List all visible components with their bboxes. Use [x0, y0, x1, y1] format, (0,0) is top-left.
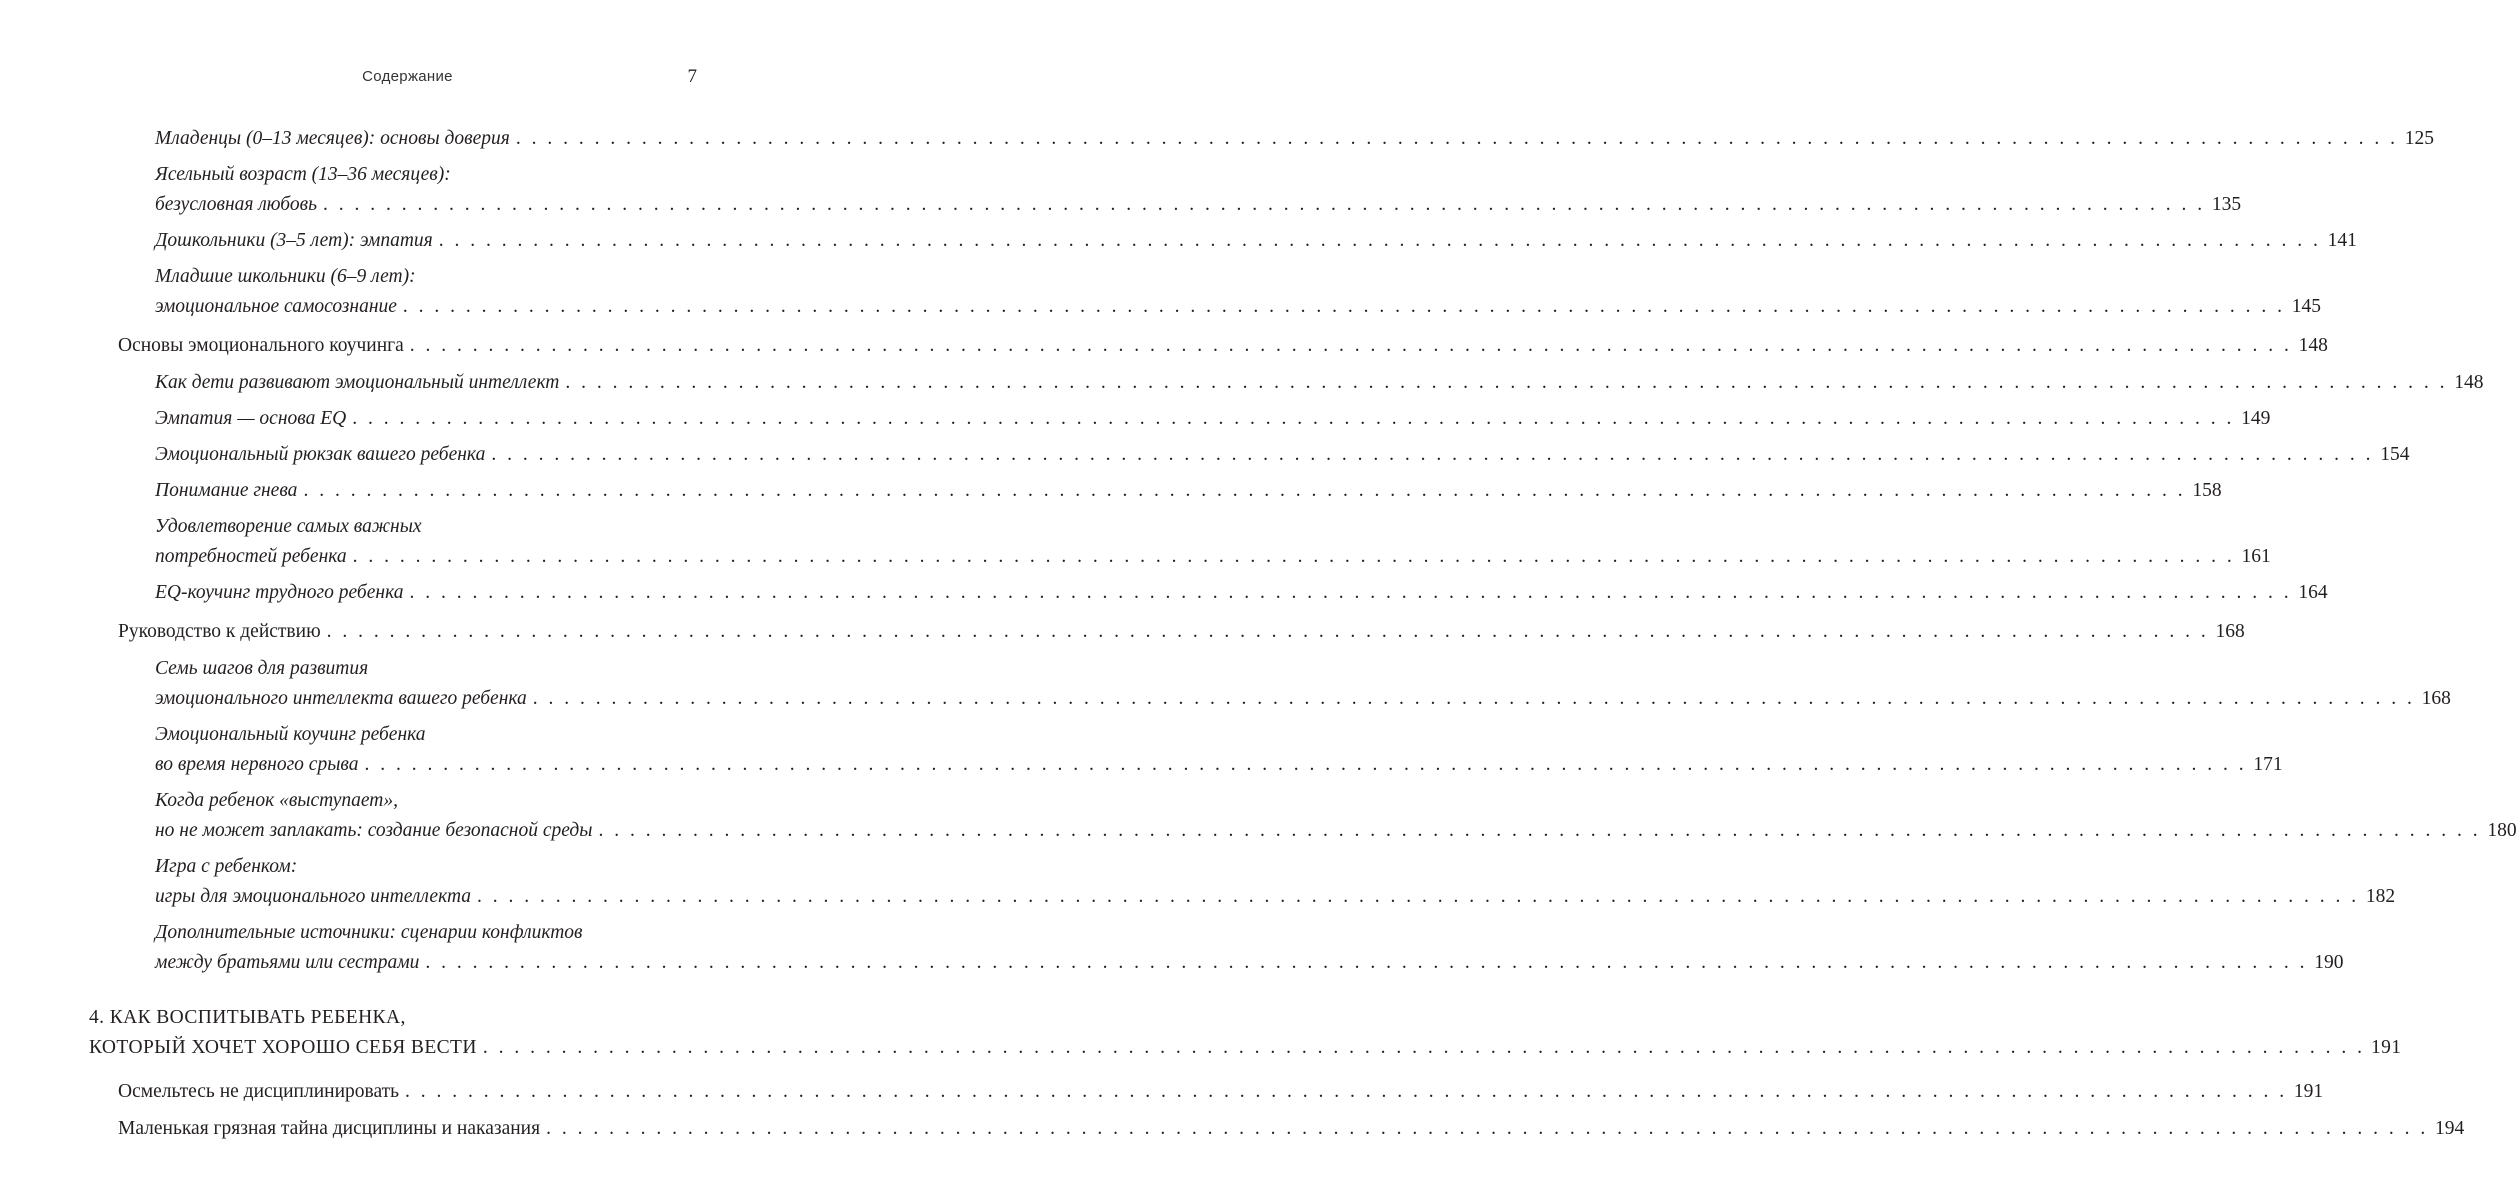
- toc-subsection: [155, 852, 2396, 912]
- toc-entry-row: [155, 476, 2222, 506]
- running-head: [0, 66, 815, 92]
- dot-leader: . . . . . . . . . . . . . . . . . . . . . . . . . . . . . . . . . . . . . . . . . . . . . . . . . . . . . . . . . . . . . . . . . . . . . . . . . . . . . . . . . . . . . . . . . . . . . . . . . . . . . . . . . . . . . . . . . . . . . . . .: [326, 621, 2209, 642]
- toc-entry-page-number: 191: [2370, 1037, 2402, 1058]
- dot-leader: . . . . . . . . . . . . . . . . . . . . . . . . . . . . . . . . . . . . . . . . . . . . . . . . . . . . . . . . . . . . . . . . . . . . . . . . . . . . . . . . . . . . . . . . . . . . . . . . . . . . . . . . . . . . . . . . . . . . . . . .: [565, 372, 2448, 393]
- toc-entry-row: [89, 1033, 2402, 1063]
- toc-entry-title-line: Понимание гнева: [155, 480, 298, 501]
- toc-entry-title-line: безусловная любовь: [155, 194, 317, 215]
- dot-leader: . . . . . . . . . . . . . . . . . . . . . . . . . . . . . . . . . . . . . . . . . . . . . . . . . . . . . . . . . . . . . . . . . . . . . . . . . . . . . . . . . . . . . . . . . . . . . . . . . . . . . . . . . . . . . . . . . . . . . . . .: [364, 754, 2247, 775]
- toc-entry-row: [118, 1114, 2465, 1144]
- dot-leader: . . . . . . . . . . . . . . . . . . . . . . . . . . . . . . . . . . . . . . . . . . . . . . . . . . . . . . . . . . . . . . . . . . . . . . . . . . . . . . . . . . . . . . . . . . . . . . . . . . . . . . . . . . . . . . . . . . . . . . . .: [352, 546, 2235, 567]
- toc-entry-row: [118, 617, 2245, 647]
- toc-subsection: [155, 786, 2517, 846]
- toc-entry-title-line: Дополнительные источники: сценарии конфликтов: [155, 922, 583, 943]
- dot-leader: . . . . . . . . . . . . . . . . . . . . . . . . . . . . . . . . . . . . . . . . . . . . . . . . . . . . . . . . . . . . . . . . . . . . . . . . . . . . . . . . . . . . . . . . . . . . . . . . . . . . . . . . . . . . . . . . . . . . . . . .: [322, 194, 2206, 215]
- toc-subsection: [155, 226, 2357, 256]
- dot-leader: . . . . . . . . . . . . . . . . . . . . . . . . . . . . . . . . . . . . . . . . . . . . . . . . . . . . . . . . . . . . . . . . . . . . . . . . . . . . . . . . . . . . . . . . . . . . . . . . . . . . . . . . . . . . . . . . . . . . . . . .: [402, 296, 2286, 317]
- toc-entry-page-number: 135: [2211, 194, 2242, 215]
- dot-leader: . . . . . . . . . . . . . . . . . . . . . . . . . . . . . . . . . . . . . . . . . . . . . . . . . . . . . . . . . . . . . . . . . . . . . . . . . . . . . . . . . . . . . . . . . . . . . . . . . . . . . . . . . . . . . . . . . . . . . . . .: [438, 230, 2321, 251]
- toc-entry-page-number: 149: [2241, 408, 2271, 429]
- dot-leader: . . . . . . . . . . . . . . . . . . . . . . . . . . . . . . . . . . . . . . . . . . . . . . . . . . . . . . . . . . . . . . . . . . . . . . . . . . . . . . . . . . . . . . . . . . . . . . . . . . . . . . . . . . . . . . . . . . . . . . . .: [405, 1081, 2288, 1102]
- toc-subsection: [155, 720, 2283, 780]
- toc-entry-row: [155, 190, 2242, 220]
- dot-leader: . . . . . . . . . . . . . . . . . . . . . . . . . . . . . . . . . . . . . . . . . . . . . . . . . . . . . . . . . . . . . . . . . . . . . . . . . . . . . . . . . . . . . . . . . . . . . . . . . . . . . . . . . . . . . . . . . . . . . . . .: [491, 444, 2374, 465]
- toc-entry-title-line: игры для эмоционального интеллекта: [155, 886, 472, 907]
- toc-entry-row: [155, 368, 2484, 398]
- toc-entry-page-number: 171: [2253, 754, 2283, 775]
- toc-subsection: [155, 476, 2222, 506]
- toc-entry-page-number: 194: [2434, 1118, 2465, 1139]
- toc-entry-page-number: 148: [2454, 372, 2484, 393]
- toc-entry-page-number: 141: [2327, 230, 2357, 251]
- dot-leader: . . . . . . . . . . . . . . . . . . . . . . . . . . . . . . . . . . . . . . . . . . . . . . . . . . . . . . . . . . . . . . . . . . . . . . . . . . . . . . . . . . . . . . . . . . . . . . . . . . . . . . . . . . . . . . . . . . . . . . . .: [546, 1118, 2429, 1139]
- toc-entry-title-line: Эмпатия — основа EQ: [155, 408, 347, 429]
- toc-entry-title-line: Ясельный возраст (13–36 месяцев):: [155, 164, 451, 185]
- toc-entry-title-line: Младшие школьники (6–9 лет):: [155, 266, 416, 287]
- toc-entry-title-line: EQ-коучинг трудного ребенка: [155, 582, 404, 603]
- toc-entry-title-line: но не может заплакать: создание безопасной среды: [155, 820, 593, 841]
- toc-subsection: [155, 404, 2271, 434]
- toc-entry-row: [155, 816, 2517, 846]
- toc-entry-page-number: 164: [2298, 582, 2328, 603]
- toc-entry-page-number: 145: [2291, 296, 2322, 317]
- toc-entry-page-number: 182: [2365, 886, 2396, 907]
- toc-entry-page-number: 125: [2404, 128, 2434, 149]
- toc-subsection: [155, 262, 2322, 322]
- toc-entry-page-number: 168: [2215, 621, 2245, 642]
- toc-entry-title-line: Осмельтесь не дисциплинировать: [118, 1081, 400, 1102]
- toc-section: [118, 1077, 2324, 1107]
- toc-entry-title-line: между братьями или сестрами: [155, 952, 420, 973]
- toc-entry-title-line: Игра с ребенком:: [155, 856, 298, 877]
- toc-entry-title-line: Дошкольники (3–5 лет): эмпатия: [155, 230, 433, 251]
- toc-entry-page-number: 158: [2192, 480, 2222, 501]
- dot-leader: . . . . . . . . . . . . . . . . . . . . . . . . . . . . . . . . . . . . . . . . . . . . . . . . . . . . . . . . . . . . . . . . . . . . . . . . . . . . . . . . . . . . . . . . . . . . . . . . . . . . . . . . . . . . . . . . . . . . . . . .: [482, 1037, 2365, 1058]
- dot-leader: . . . . . . . . . . . . . . . . . . . . . . . . . . . . . . . . . . . . . . . . . . . . . . . . . . . . . . . . . . . . . . . . . . . . . . . . . . . . . . . . . . . . . . . . . . . . . . . . . . . . . . . . . . . . . . . . . . . . . . . .: [409, 582, 2292, 603]
- dot-leader: . . . . . . . . . . . . . . . . . . . . . . . . . . . . . . . . . . . . . . . . . . . . . . . . . . . . . . . . . . . . . . . . . . . . . . . . . . . . . . . . . . . . . . . . . . . . . . . . . . . . . . . . . . . . . . . . . . . . . . . .: [598, 820, 2481, 841]
- toc-entry-row: [155, 750, 2283, 780]
- toc-section: [118, 1114, 2465, 1144]
- toc-entry-title-line: Основы эмоционального коучинга: [118, 335, 404, 356]
- toc-entry-page-number: 191: [2293, 1081, 2324, 1102]
- toc-entry-title-line: во время нервного срыва: [155, 754, 359, 775]
- toc-entry-title-line: потребностей ребенка: [155, 546, 347, 567]
- toc-entry-title-line: Эмоциональный коучинг ребенка: [155, 724, 426, 745]
- toc-entry-page-number: 180: [2487, 820, 2517, 841]
- toc-entry-title-line: Как дети развивают эмоциональный интеллект: [155, 372, 560, 393]
- table-of-contents: [0, 124, 2517, 1151]
- dot-leader: . . . . . . . . . . . . . . . . . . . . . . . . . . . . . . . . . . . . . . . . . . . . . . . . . . . . . . . . . . . . . . . . . . . . . . . . . . . . . . . . . . . . . . . . . . . . . . . . . . . . . . . . . . . . . . . . . . . . . . . .: [352, 408, 2235, 429]
- toc-entry-title-line: Эмоциональный рюкзак вашего ребенка: [155, 444, 486, 465]
- toc-entry-row: [118, 1077, 2324, 1107]
- toc-entry-page-number: 168: [2421, 688, 2451, 709]
- toc-subsection: [155, 124, 2434, 154]
- toc-entry-row: [155, 226, 2357, 256]
- toc-subsection: [155, 368, 2484, 398]
- running-title: Содержание: [362, 68, 453, 85]
- toc-entry-title-line: Удовлетворение самых важных: [155, 516, 422, 537]
- page-number: 7: [687, 66, 697, 87]
- toc-entry-title-line: Руководство к действию: [118, 621, 321, 642]
- toc-entry-row: [155, 124, 2434, 154]
- toc-entry-title-line: Когда ребенок «выступает»,: [155, 790, 399, 811]
- toc-subsection: [155, 512, 2271, 572]
- toc-entry-row: [155, 542, 2271, 572]
- toc-entry-title-line: эмоционального интеллекта вашего ребенка: [155, 688, 527, 709]
- toc-subsection: [155, 918, 2344, 978]
- toc-entry-row: [155, 578, 2328, 608]
- toc-entry-row: [155, 684, 2451, 714]
- toc-subsection: [155, 578, 2328, 608]
- toc-entry-page-number: 154: [2380, 444, 2410, 465]
- toc-section: [118, 617, 2245, 647]
- toc-entry-page-number: 190: [2314, 952, 2344, 973]
- toc-entry-title-line: КОТОРЫЙ ХОЧЕТ ХОРОШО СЕБЯ ВЕСТИ: [89, 1037, 477, 1058]
- dot-leader: . . . . . . . . . . . . . . . . . . . . . . . . . . . . . . . . . . . . . . . . . . . . . . . . . . . . . . . . . . . . . . . . . . . . . . . . . . . . . . . . . . . . . . . . . . . . . . . . . . . . . . . . . . . . . . . . . . . . . . . .: [477, 886, 2360, 907]
- toc-entry-row: [155, 948, 2344, 978]
- toc-entry-title-line: Младенцы (0–13 месяцев): основы доверия: [155, 128, 510, 149]
- toc-entry-page-number: 161: [2241, 546, 2271, 567]
- toc-entry-row: [155, 440, 2410, 470]
- toc-subsection: [155, 654, 2451, 714]
- toc-entry-title-line: Семь шагов для развития: [155, 658, 369, 679]
- dot-leader: . . . . . . . . . . . . . . . . . . . . . . . . . . . . . . . . . . . . . . . . . . . . . . . . . . . . . . . . . . . . . . . . . . . . . . . . . . . . . . . . . . . . . . . . . . . . . . . . . . . . . . . . . . . . . . . . . . . . . . . .: [532, 688, 2415, 709]
- dot-leader: . . . . . . . . . . . . . . . . . . . . . . . . . . . . . . . . . . . . . . . . . . . . . . . . . . . . . . . . . . . . . . . . . . . . . . . . . . . . . . . . . . . . . . . . . . . . . . . . . . . . . . . . . . . . . . . . . . . . . . . .: [303, 480, 2186, 501]
- dot-leader: . . . . . . . . . . . . . . . . . . . . . . . . . . . . . . . . . . . . . . . . . . . . . . . . . . . . . . . . . . . . . . . . . . . . . . . . . . . . . . . . . . . . . . . . . . . . . . . . . . . . . . . . . . . . . . . . . . . . . . . .: [515, 128, 2398, 149]
- toc-entry-row: [118, 331, 2328, 361]
- toc-entry-title-line: эмоциональное самосознание: [155, 296, 397, 317]
- toc-section: [118, 331, 2328, 361]
- toc-entry-row: [155, 404, 2271, 434]
- dot-leader: . . . . . . . . . . . . . . . . . . . . . . . . . . . . . . . . . . . . . . . . . . . . . . . . . . . . . . . . . . . . . . . . . . . . . . . . . . . . . . . . . . . . . . . . . . . . . . . . . . . . . . . . . . . . . . . . . . . . . . . .: [425, 952, 2308, 973]
- dot-leader: . . . . . . . . . . . . . . . . . . . . . . . . . . . . . . . . . . . . . . . . . . . . . . . . . . . . . . . . . . . . . . . . . . . . . . . . . . . . . . . . . . . . . . . . . . . . . . . . . . . . . . . . . . . . . . . . . . . . . . . .: [409, 335, 2292, 356]
- toc-entry-row: [155, 882, 2396, 912]
- toc-subsection: [155, 160, 2242, 220]
- toc-entry-title-line: Маленькая грязная тайна дисциплины и наказания: [118, 1118, 541, 1139]
- toc-subsection: [155, 440, 2410, 470]
- toc-chapter: [89, 1003, 2402, 1063]
- toc-entry-title-line: 4. КАК ВОСПИТЫВАТЬ РЕБЕНКА,: [89, 1007, 406, 1028]
- toc-entry-row: [155, 292, 2322, 322]
- toc-entry-page-number: 148: [2298, 335, 2328, 356]
